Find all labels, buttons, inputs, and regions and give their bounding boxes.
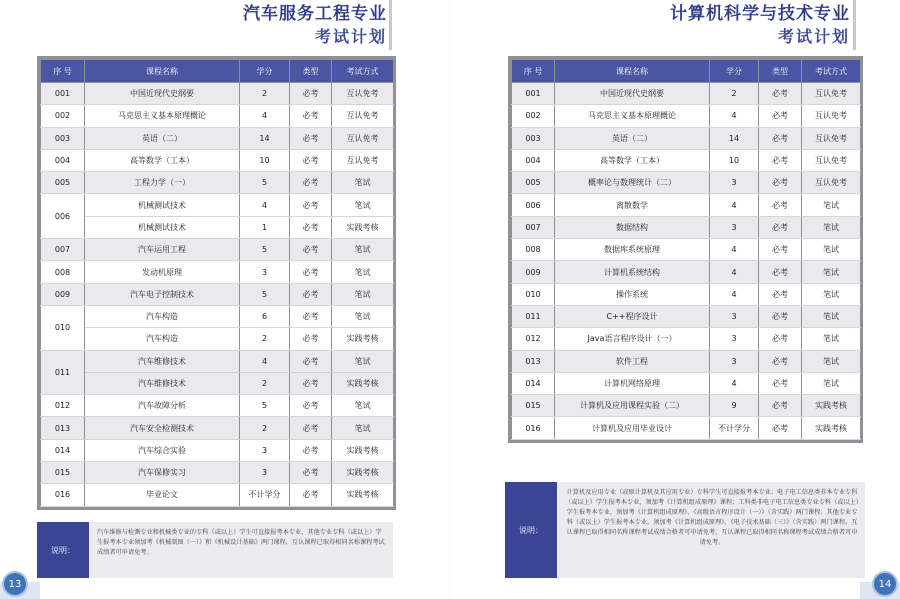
course-no: 007 bbox=[512, 216, 555, 238]
course-name: 操作系统 bbox=[555, 283, 710, 305]
course-exam: 笔试 bbox=[332, 417, 394, 439]
course-no: 013 bbox=[41, 417, 85, 439]
course-exam: 实践考核 bbox=[332, 439, 394, 461]
course-type: 必考 bbox=[290, 350, 332, 372]
course-exam: 笔试 bbox=[802, 328, 861, 350]
course-exam: 笔试 bbox=[802, 305, 861, 327]
course-no: 001 bbox=[512, 83, 555, 105]
course-no: 009 bbox=[512, 261, 555, 283]
course-name: 计算机及应用课程实验（二） bbox=[555, 395, 710, 417]
course-exam: 互认免考 bbox=[332, 127, 394, 149]
course-exam: 笔试 bbox=[332, 172, 394, 194]
course-credit: 6 bbox=[240, 305, 290, 327]
course-credit: 5 bbox=[240, 283, 290, 305]
course-credit: 3 bbox=[710, 350, 759, 372]
course-no: 004 bbox=[41, 149, 85, 171]
course-credit: 5 bbox=[240, 239, 290, 261]
course-credit: 不计学分 bbox=[710, 417, 759, 439]
course-exam: 笔试 bbox=[332, 261, 394, 283]
course-name: 汽车构造 bbox=[85, 328, 240, 350]
table-row bbox=[512, 350, 861, 372]
course-type: 必考 bbox=[290, 127, 332, 149]
course-exam: 笔试 bbox=[802, 350, 861, 372]
header-no: 序 号 bbox=[512, 60, 555, 83]
course-credit: 3 bbox=[710, 172, 759, 194]
course-credit: 10 bbox=[240, 149, 290, 171]
course-type: 必考 bbox=[290, 484, 332, 506]
header-credit: 学分 bbox=[710, 60, 759, 83]
table-row bbox=[512, 372, 861, 394]
right-exam-table-frame bbox=[508, 56, 863, 443]
course-type: 必考 bbox=[759, 83, 802, 105]
course-no: 006 bbox=[41, 194, 85, 239]
course-exam: 实践考核 bbox=[332, 328, 394, 350]
right-exam-table bbox=[511, 59, 861, 440]
course-no: 004 bbox=[512, 149, 555, 171]
table-row bbox=[41, 350, 394, 372]
course-credit: 9 bbox=[710, 395, 759, 417]
course-type: 必考 bbox=[759, 417, 802, 439]
course-credit: 14 bbox=[710, 127, 759, 149]
course-type: 必考 bbox=[759, 283, 802, 305]
right-page-title: 计算机科学与技术专业 bbox=[670, 4, 850, 24]
course-type: 必考 bbox=[759, 350, 802, 372]
course-exam: 实践考核 bbox=[802, 417, 861, 439]
course-type: 必考 bbox=[290, 395, 332, 417]
table-row bbox=[512, 149, 861, 171]
course-type: 必考 bbox=[290, 328, 332, 350]
course-credit: 4 bbox=[710, 372, 759, 394]
course-name: 汽车电子控制技术 bbox=[85, 283, 240, 305]
course-exam: 笔试 bbox=[332, 395, 394, 417]
table-row bbox=[41, 417, 394, 439]
note-text: 计算机及应用专业（或原计算机及其应用专业）专科学生可直接报考本专业；电子电工信息类非本专业专科（或以上）学生报考本专业，须加考《计算机组成原理》课程；工科类非电子电工信息类专业专科（或以上）学生报考本专业，须加考《计算机组成原理》、《高级语言程序设计（一）》（含实践）两门课程；其他专业专科（或以上）学生报考本专业，须加考《计算机组成原理》、《电子技术基础（三）》（含实践）两门课程。互认课程已取得相同名称课程考试成绩合格者可申请免考，互认课程已取得相同名称课程考试成绩合格者可申请免考。 bbox=[565, 489, 859, 546]
course-type: 必考 bbox=[290, 172, 332, 194]
course-credit: 2 bbox=[240, 372, 290, 394]
course-type: 必考 bbox=[290, 239, 332, 261]
table-row bbox=[512, 105, 861, 127]
course-credit: 4 bbox=[240, 350, 290, 372]
course-type: 必考 bbox=[290, 417, 332, 439]
course-name: 马克思主义基本原理概论 bbox=[85, 105, 240, 127]
table-row bbox=[41, 283, 394, 305]
course-no: 014 bbox=[41, 439, 85, 461]
course-name: 毕业论文 bbox=[85, 484, 240, 506]
table-row bbox=[41, 127, 394, 149]
course-name: 汽车维修技术 bbox=[85, 372, 240, 394]
course-credit: 4 bbox=[710, 283, 759, 305]
course-name: 离散数学 bbox=[555, 194, 710, 216]
table-row bbox=[512, 395, 861, 417]
course-name: 中国近现代史纲要 bbox=[85, 83, 240, 105]
course-type: 必考 bbox=[759, 149, 802, 171]
table-header-row bbox=[512, 60, 861, 83]
course-no: 015 bbox=[512, 395, 555, 417]
course-credit: 3 bbox=[710, 305, 759, 327]
course-exam: 实践考核 bbox=[332, 216, 394, 238]
course-name: 汽车运用工程 bbox=[85, 239, 240, 261]
course-no: 015 bbox=[41, 462, 85, 484]
course-exam: 笔试 bbox=[332, 239, 394, 261]
course-name: 高等数学（工本） bbox=[555, 149, 710, 171]
course-no: 016 bbox=[41, 484, 85, 506]
header-credit: 学分 bbox=[240, 60, 290, 83]
course-credit: 2 bbox=[240, 83, 290, 105]
course-exam: 互认免考 bbox=[332, 83, 394, 105]
left-exam-table bbox=[40, 59, 394, 507]
header-type: 类型 bbox=[759, 60, 802, 83]
course-type: 必考 bbox=[759, 172, 802, 194]
table-row bbox=[41, 439, 394, 461]
table-row bbox=[41, 305, 394, 327]
course-type: 必考 bbox=[290, 261, 332, 283]
course-name: 汽车故障分析 bbox=[85, 395, 240, 417]
course-type: 必考 bbox=[290, 283, 332, 305]
course-no: 009 bbox=[41, 283, 85, 305]
course-exam: 笔试 bbox=[802, 194, 861, 216]
note-label: 说明： bbox=[505, 482, 557, 578]
course-exam: 实践考核 bbox=[332, 372, 394, 394]
header-course: 课程名称 bbox=[85, 60, 240, 83]
course-exam: 互认免考 bbox=[802, 83, 861, 105]
title-accent-bar bbox=[389, 0, 392, 50]
course-type: 必考 bbox=[759, 372, 802, 394]
course-no: 013 bbox=[512, 350, 555, 372]
table-row bbox=[41, 372, 394, 394]
table-row bbox=[512, 172, 861, 194]
course-credit: 4 bbox=[710, 105, 759, 127]
course-credit: 1 bbox=[240, 216, 290, 238]
course-exam: 笔试 bbox=[802, 239, 861, 261]
course-type: 必考 bbox=[290, 216, 332, 238]
course-exam: 实践考核 bbox=[332, 462, 394, 484]
page-number-badge: 14 bbox=[874, 573, 896, 595]
left-page-title: 汽车服务工程专业 bbox=[243, 4, 387, 24]
left-page-subtitle: 考试计划 bbox=[314, 27, 387, 46]
left-page bbox=[0, 0, 449, 599]
header-exam: 考试方式 bbox=[802, 60, 861, 83]
header-course: 课程名称 bbox=[555, 60, 710, 83]
course-exam: 互认免考 bbox=[332, 149, 394, 171]
course-no: 005 bbox=[41, 172, 85, 194]
course-name: 计算机系统结构 bbox=[555, 261, 710, 283]
course-no: 007 bbox=[41, 239, 85, 261]
header-no: 序 号 bbox=[41, 60, 85, 83]
course-credit: 不计学分 bbox=[240, 484, 290, 506]
course-type: 必考 bbox=[759, 305, 802, 327]
header-type: 类型 bbox=[290, 60, 332, 83]
note-label: 说明： bbox=[37, 522, 89, 578]
right-page-subtitle: 考试计划 bbox=[777, 27, 850, 46]
course-exam: 笔试 bbox=[802, 216, 861, 238]
course-no: 003 bbox=[512, 127, 555, 149]
right-title-block bbox=[670, 2, 850, 48]
course-name: 英语（二） bbox=[85, 127, 240, 149]
course-credit: 14 bbox=[240, 127, 290, 149]
course-type: 必考 bbox=[759, 127, 802, 149]
course-exam: 笔试 bbox=[332, 305, 394, 327]
table-row bbox=[41, 194, 394, 216]
course-no: 012 bbox=[41, 395, 85, 417]
course-credit: 3 bbox=[240, 261, 290, 283]
course-exam: 实践考核 bbox=[802, 395, 861, 417]
course-name: 数据结构 bbox=[555, 216, 710, 238]
note-text: 汽车维修与检测专业和机械类专业的专科（或以上）学生可直接报考本专业，其他专业专科（或以上）学生报考本专业须加考《机械制图（一）》和《机械设计基础》两门课程，互认课程已取得相同名称课程考试成绩者可申请免考。 bbox=[97, 529, 385, 556]
course-type: 必考 bbox=[759, 194, 802, 216]
table-row bbox=[41, 216, 394, 238]
course-name: 中国近现代史纲要 bbox=[555, 83, 710, 105]
course-type: 必考 bbox=[759, 239, 802, 261]
course-name: 汽车保修实习 bbox=[85, 462, 240, 484]
course-exam: 互认免考 bbox=[802, 149, 861, 171]
course-exam: 互认免考 bbox=[802, 105, 861, 127]
course-name: 马克思主义基本原理概论 bbox=[555, 105, 710, 127]
course-exam: 互认免考 bbox=[802, 127, 861, 149]
table-row bbox=[41, 462, 394, 484]
course-credit: 3 bbox=[710, 328, 759, 350]
course-credit: 5 bbox=[240, 395, 290, 417]
course-name: 高等数学（工本） bbox=[85, 149, 240, 171]
course-exam: 互认免考 bbox=[332, 105, 394, 127]
course-no: 001 bbox=[41, 83, 85, 105]
table-row bbox=[41, 239, 394, 261]
course-name: 机械测试技术 bbox=[85, 216, 240, 238]
table-row bbox=[512, 194, 861, 216]
course-name: Java语言程序设计（一） bbox=[555, 328, 710, 350]
table-row bbox=[41, 149, 394, 171]
table-row bbox=[512, 83, 861, 105]
table-row bbox=[512, 283, 861, 305]
course-credit: 10 bbox=[710, 149, 759, 171]
table-row bbox=[512, 305, 861, 327]
course-no: 003 bbox=[41, 127, 85, 149]
table-row bbox=[512, 127, 861, 149]
course-credit: 5 bbox=[240, 172, 290, 194]
table-row bbox=[41, 83, 394, 105]
course-name: 数据库系统原理 bbox=[555, 239, 710, 261]
course-type: 必考 bbox=[290, 105, 332, 127]
course-name: 软件工程 bbox=[555, 350, 710, 372]
table-row bbox=[512, 417, 861, 439]
left-exam-table-frame bbox=[37, 56, 396, 510]
table-row bbox=[512, 261, 861, 283]
course-type: 必考 bbox=[290, 194, 332, 216]
course-no: 006 bbox=[512, 194, 555, 216]
table-row bbox=[41, 395, 394, 417]
table-row bbox=[512, 216, 861, 238]
table-row bbox=[41, 484, 394, 506]
course-name: 计算机网络原理 bbox=[555, 372, 710, 394]
course-no: 005 bbox=[512, 172, 555, 194]
course-credit: 4 bbox=[710, 239, 759, 261]
table-row bbox=[41, 328, 394, 350]
course-credit: 2 bbox=[240, 328, 290, 350]
course-no: 010 bbox=[512, 283, 555, 305]
table-row bbox=[512, 328, 861, 350]
course-no: 002 bbox=[41, 105, 85, 127]
course-credit: 3 bbox=[710, 216, 759, 238]
table-row bbox=[41, 105, 394, 127]
course-name: 汽车安全检测技术 bbox=[85, 417, 240, 439]
course-no: 010 bbox=[41, 305, 85, 350]
table-row bbox=[41, 261, 394, 283]
course-type: 必考 bbox=[290, 439, 332, 461]
course-credit: 4 bbox=[240, 194, 290, 216]
course-type: 必考 bbox=[290, 149, 332, 171]
course-name: 计算机及应用毕业设计 bbox=[555, 417, 710, 439]
course-name: 发动机原理 bbox=[85, 261, 240, 283]
header-exam: 考试方式 bbox=[332, 60, 394, 83]
course-type: 必考 bbox=[759, 105, 802, 127]
course-type: 必考 bbox=[290, 462, 332, 484]
course-name: 汽车综合实验 bbox=[85, 439, 240, 461]
course-credit: 4 bbox=[710, 194, 759, 216]
course-no: 012 bbox=[512, 328, 555, 350]
title-accent-bar bbox=[853, 0, 856, 50]
course-exam: 实践考核 bbox=[332, 484, 394, 506]
course-type: 必考 bbox=[290, 305, 332, 327]
course-name: 机械测试技术 bbox=[85, 194, 240, 216]
course-exam: 笔试 bbox=[802, 261, 861, 283]
course-exam: 笔试 bbox=[332, 194, 394, 216]
course-type: 必考 bbox=[759, 261, 802, 283]
course-no: 011 bbox=[41, 350, 85, 395]
course-type: 必考 bbox=[759, 216, 802, 238]
course-name: 汽车维修技术 bbox=[85, 350, 240, 372]
course-credit: 3 bbox=[240, 462, 290, 484]
course-name: 英语（二） bbox=[555, 127, 710, 149]
course-exam: 笔试 bbox=[332, 283, 394, 305]
table-row bbox=[512, 239, 861, 261]
course-no: 008 bbox=[512, 239, 555, 261]
course-type: 必考 bbox=[759, 328, 802, 350]
course-credit: 4 bbox=[710, 261, 759, 283]
course-type: 必考 bbox=[290, 372, 332, 394]
course-no: 016 bbox=[512, 417, 555, 439]
left-note-box bbox=[37, 522, 393, 578]
course-no: 011 bbox=[512, 305, 555, 327]
right-page bbox=[451, 0, 900, 599]
course-type: 必考 bbox=[290, 83, 332, 105]
course-credit: 2 bbox=[710, 83, 759, 105]
course-name: C++程序设计 bbox=[555, 305, 710, 327]
table-header-row bbox=[41, 60, 394, 83]
course-credit: 3 bbox=[240, 439, 290, 461]
course-exam: 笔试 bbox=[802, 283, 861, 305]
course-credit: 2 bbox=[240, 417, 290, 439]
table-row bbox=[41, 172, 394, 194]
page-number-badge: 13 bbox=[4, 573, 26, 595]
course-name: 汽车构造 bbox=[85, 305, 240, 327]
course-type: 必考 bbox=[759, 395, 802, 417]
course-name: 概率论与数理统计（二） bbox=[555, 172, 710, 194]
course-exam: 笔试 bbox=[332, 350, 394, 372]
left-title-block bbox=[243, 2, 387, 48]
course-exam: 笔试 bbox=[802, 372, 861, 394]
course-no: 014 bbox=[512, 372, 555, 394]
course-name: 工程力学（一） bbox=[85, 172, 240, 194]
course-no: 008 bbox=[41, 261, 85, 283]
course-credit: 4 bbox=[240, 105, 290, 127]
course-no: 002 bbox=[512, 105, 555, 127]
course-exam: 互认免考 bbox=[802, 172, 861, 194]
right-note-box bbox=[505, 482, 865, 578]
